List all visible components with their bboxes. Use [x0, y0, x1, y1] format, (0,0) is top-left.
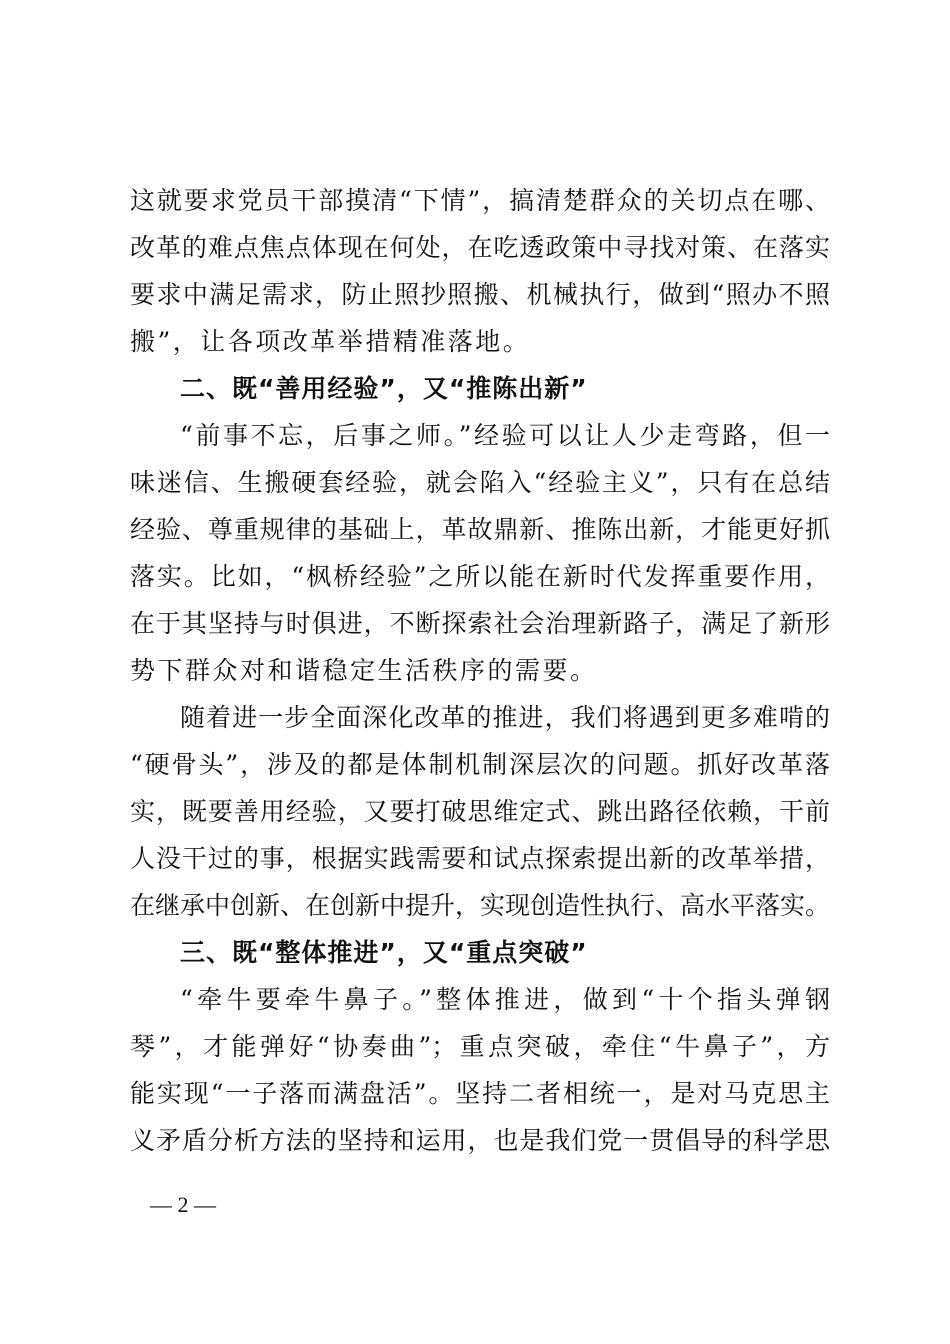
- section-heading-3: 三、既“整体推进”，又“重点突破”: [180, 938, 588, 967]
- body-line: 在于其坚持与时俱进，不断探索社会治理新路子，满足了新形: [130, 609, 830, 638]
- body-line: 随着进一步全面深化改革的推进，我们将遇到更多难啃的: [180, 703, 830, 732]
- body-line: 落实。比如，“枫桥经验”之所以能在新时代发挥重要作用，: [130, 562, 830, 591]
- body-line: 势下群众对和谐稳定生活秩序的需要。: [130, 656, 598, 685]
- body-line: 琴”，才能弹好“协奏曲”；重点突破，牵住“牛鼻子”，方: [130, 1032, 830, 1061]
- body-line: 这就要求党员干部摸清“下情”，搞清楚群众的关切点在哪、: [130, 186, 830, 215]
- section-heading-2: 二、既“善用经验”，又“推陈出新”: [180, 374, 588, 403]
- body-line: 人没干过的事，根据实践需要和试点探索提出新的改革举措，: [130, 844, 830, 873]
- body-line: “牵牛要牵牛鼻子。”整体推进，做到“十个指头弹钢: [180, 985, 830, 1014]
- body-line: 味迷信、生搬硬套经验，就会陷入“经验主义”，只有在总结: [130, 468, 830, 497]
- body-line: 实，既要善用经验，又要打破思维定式、跳出路径依赖，干前: [130, 797, 830, 826]
- body-line: 要求中满足需求，防止照抄照搬、机械执行，做到“照办不照: [130, 280, 830, 309]
- body-line: 改革的难点焦点体现在何处，在吃透政策中寻找对策、在落实: [130, 233, 830, 262]
- body-line: “硬骨头”，涉及的都是体制机制深层次的问题。抓好改革落: [130, 750, 830, 779]
- body-line: 能实现“一子落而满盘活”。坚持二者相统一，是对马克思主: [130, 1079, 830, 1108]
- body-line: “前事不忘，后事之师。”经验可以让人少走弯路，但一: [180, 421, 830, 450]
- body-line: 义矛盾分析方法的坚持和运用，也是我们党一贯倡导的科学思: [130, 1126, 830, 1155]
- page-number: — 2 —: [150, 1192, 216, 1217]
- body-line: 在继承中创新、在创新中提升，实现创造性执行、高水平落实。: [130, 891, 831, 920]
- body-line: 经验、尊重规律的基础上，革故鼎新、推陈出新，才能更好抓: [130, 515, 830, 544]
- body-line: 搬”，让各项改革举措精准落地。: [130, 327, 531, 356]
